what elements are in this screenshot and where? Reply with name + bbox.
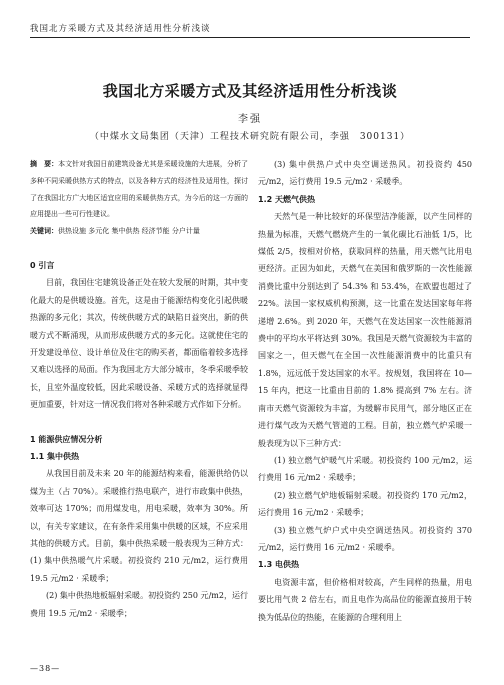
- section-1-1-paragraph: 从我国目前及未来 20 年的能源结构来看，能源供给仍以煤为主（占 70%）。采暖推行热电联产，进行市政集中供热，效率可达 170%；而用煤发电，用电采暖，效率为 30%。所以，有关专家建议，在有条件采用集中供暖的区域，不应采用其他的供暖方式。目前，集中供热采暖一般表现为三种方式：(1) 集中供热暖气片采暖。初投资约 210 元/m2，运行费用 19.5 元/m2 · 采暖季；: [30, 469, 248, 583]
- section-1-1-item-3: (3) 集中供热户式中央空调送热风。初投资约 450 元/m2，运行费用 19.5 元/m2 · 采暖季。: [258, 160, 472, 187]
- running-header: 我国北方采暖方式及其经济适用性分析浅谈: [30, 22, 470, 38]
- intro-paragraph: 目前，我国住宅建筑设备正处在较大发展的时期，其中变化最大的是供暖设施。首先，这是由于能源结构变化引起供暖热源的多元化；其次，传统供暖方式的缺陷日益突出，新的供暖方式不断涌现，从而形成供暖方式的多元化。这就使住宅的开发建设单位、设计单位及住宅的购买者，都面临着较多选择又难以选择的局面。作为我国北方大部分城市，冬季采暖季较长，且室外温度较低，因此采暖设备、采暖方式的选择就显得更加重要，针对这一情况我们将对各种采暖方式作如下分析。: [30, 278, 248, 410]
- keywords: [30, 223, 248, 240]
- header-divider: [30, 37, 470, 38]
- section-1-3-paragraph: 电资源丰富，但价格相对较高，产生同样的热量，用电要比用气贵 2 倍左右，而且电作为高品位的能源直接用于转换为低品位的热能，在能源的合理利用上: [258, 577, 472, 622]
- abstract-text: 本文针对我国日前建筑设备尤其是采暖设施的大进展，分析了多种不同采暖供热方式的特点，以及各种方式的经济性及适用性，探讨了在我国北方广大地区适宜应用的采暖供热方式，为今后的这一方面的应用提出一些可行性建议。: [30, 160, 249, 219]
- section-1-1-item-2: (2) 集中供热地板辐射采暖。初投资约 250 元/m2，运行费用 19.5 元/m2 · 采暖季；: [30, 591, 248, 618]
- abstract-label: 摘 要：: [30, 160, 59, 168]
- left-column: [30, 156, 248, 622]
- page-number: —38—: [30, 664, 61, 673]
- right-column: [258, 156, 472, 626]
- section-heading-1: 1 能源供应情况分析: [30, 434, 103, 444]
- keywords-text: 供热设施 多元化 集中供热 经济节能 分户计量: [58, 227, 200, 236]
- keywords-label: 关键词：: [30, 227, 58, 236]
- section-heading-intro: 0 引言: [30, 260, 55, 270]
- section-heading-1-2: 1.2 天燃气供热: [258, 194, 315, 204]
- section-1-2-paragraph: 天然气是一种比较好的环保型洁净能源，以产生同样的热量为标准，天燃气燃烧产生的一氧化碳比石油低 1/5，比煤低 2/5，按相对价格，获取同样的热量，用天燃气比用电更经济。正因为如此，天燃气在美国和俄罗斯的一次性能源消费比重中分别达到了 54.3% 和 53.4%，在欧盟也超过了 22%。法国一家权威机构预测，这一比重在发达国家每年将递增 2.6%。到 2020 年，天燃气在发达国家一次性能源消费中的平均水平将达到 30%。我国是天燃气资源较为丰富的国家之一，但天燃气在全国一次性能源消费中的比重只有 1.8%，远远低于发达国家的水平。按规划，我国将在 10—15 年内，把这一比重由目前的 1.8% 提高到 7% 左右。济南市天燃气资源较为丰富，为缓解市民用气，部分地区正在进行煤气改为天燃气管道的工程。目前，独立燃气炉采暖一般表现为以下三种方式：: [258, 212, 472, 448]
- section-1-2-item-3: (3) 独立燃气炉户式中央空调送热风。初投资约 370 元/m2，运行费用 16 元/m2 · 采暖季。: [258, 525, 472, 552]
- section-heading-1-3: 1.3 电供热: [258, 560, 299, 570]
- article-author: 李强: [238, 114, 262, 125]
- article-title: 我国北方采暖方式及其经济适用性分析浅谈: [102, 82, 398, 100]
- section-heading-1-1: 1.1 集中供热: [30, 452, 79, 462]
- section-1-2-item-2: (2) 独立燃气炉地板辐射采暖。初投资约 170 元/m2，运行费用 16 元/m2 · 采暖季；: [258, 490, 472, 518]
- article-affiliation: （中煤水文局集团（天津）工程技术研究院有限公司，李强 300131）: [89, 132, 411, 142]
- section-1-2-item-1: (1) 独立燃气炉暖气片采暖。初投资约 100 元/m2，运行费用 16 元/m2 · 采暖季；: [258, 455, 472, 483]
- abstract: [30, 156, 248, 223]
